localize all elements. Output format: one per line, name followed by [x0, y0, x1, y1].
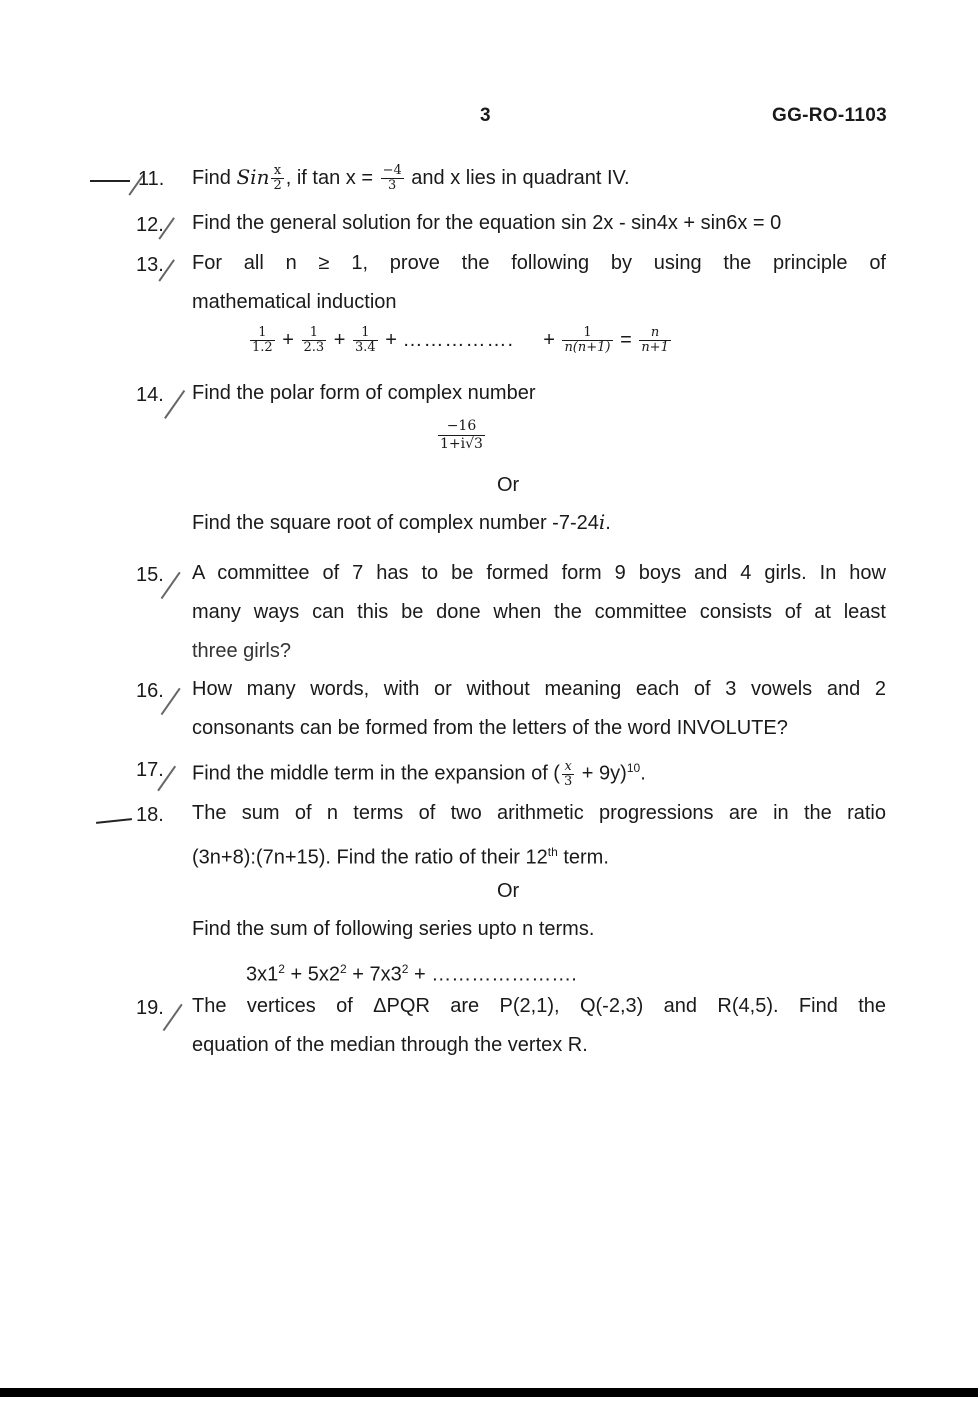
question-17-text: Find the middle term in the expansion of ( $\frac{x}{3}$ + 9y)$^{10}$.	[192, 758, 646, 789]
question-19-line-2: equation of the median through the vertex R.	[192, 1034, 588, 1056]
question-13-line-1: For all n ≥ 1, prove the following by using the principle of	[192, 252, 886, 274]
question-15-line-1: A committee of 7 has to be formed form 9 boys and 4 girls. In how	[192, 562, 886, 584]
question-16-line-1: How many words, with or without meaning each of 3 vowels and 2	[192, 678, 886, 700]
page-number: 3	[480, 105, 491, 126]
x-over-2-fraction: $\frac{x}{2}$	[273, 163, 282, 194]
question-14-alternative: Find the square root of complex number -7-24i.	[192, 510, 611, 534]
induction-series-formula: $\frac{1}{1.2}$ + $\frac{1}{2.3}$ + $\frac{1}{3.4}$ + ……………. + $\frac{1}{n(n+1)}$ = $\frac{n}{n+1}$	[252, 325, 669, 355]
question-number: 18.	[136, 804, 164, 826]
question-number: 12.	[136, 214, 164, 236]
question-11-text: Find Sin $\frac{x}{2}$ , if tan x = $\frac{-4}{3}$ and x lies in quadrant IV.	[192, 163, 630, 194]
question-13-line-2: mathematical induction	[192, 291, 397, 313]
question-15-line-3: three girls?	[192, 640, 291, 662]
pen-dash-mark	[96, 818, 132, 824]
question-12-text: Find the general solution for the equation sin 2x - sin4x + sin6x = 0	[192, 212, 782, 234]
question-18-line-2: (3n+8):(7n+15). Find the ratio of their 12th term.	[192, 845, 609, 869]
page-bottom-rule	[0, 1388, 978, 1397]
question-number: 11.	[138, 168, 165, 190]
complex-number-fraction: $\frac{-16}{1+i√3}$	[440, 418, 483, 452]
series-expression: $3x1^2 + 5x2^2 + 7x3^2$ + ………………….	[246, 962, 577, 986]
neg4-over-3-fraction: $\frac{-4}{3}$	[382, 163, 402, 194]
question-number: 13.	[136, 254, 164, 276]
question-19-line-1: The vertices of ΔPQR are P(2,1), Q(-2,3) and R(4,5). Find the	[192, 995, 886, 1017]
question-16-line-2: consonants can be formed from the letters of the word INVOLUTE?	[192, 717, 788, 739]
document-code: GG-RO-1103	[772, 105, 887, 126]
or-separator: Or	[497, 880, 520, 902]
or-separator: Or	[497, 474, 520, 496]
question-number: 15.	[136, 564, 164, 586]
question-number: 19.	[136, 997, 164, 1019]
question-number: 14.	[136, 384, 164, 406]
question-14-text: Find the polar form of complex number	[192, 382, 536, 404]
question-number: 17.	[136, 759, 164, 781]
question-15-line-2: many ways can this be done when the committee consists of at least	[192, 601, 886, 623]
question-18-alternative: Find the sum of following series upto n terms.	[192, 918, 595, 940]
question-18-line-1: The sum of n terms of two arithmetic progressions are in the ratio	[192, 802, 886, 824]
question-number: 16.	[136, 680, 164, 702]
